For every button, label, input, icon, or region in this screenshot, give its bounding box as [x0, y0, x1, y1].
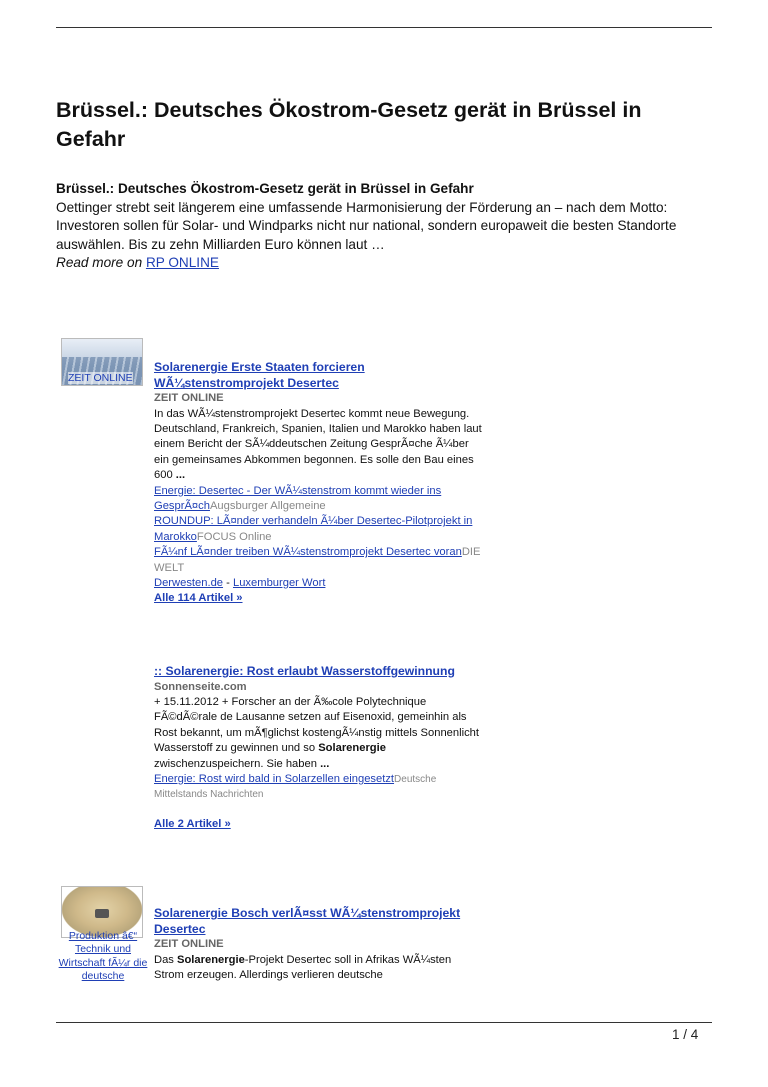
article-subtitle: Brüssel.: Deutsches Ökostrom-Gesetz gerät in Brüssel in Gefahr: [56, 181, 474, 196]
news-item-2: [154, 664, 484, 832]
news-headline-link[interactable]: Solarenergie Erste Staaten forcieren WÃ¼stenstromprojekt Desertec: [154, 360, 365, 390]
related-link-1[interactable]: Energie: Desertec - Der WÃ¼stenstrom kommt wieder ins GesprÃ¤ch: [154, 484, 442, 513]
news-thumbnail-solar-panels[interactable]: [61, 338, 143, 386]
extra-link-luxemburger-wort[interactable]: Luxemburger Wort: [232, 577, 326, 590]
news-source: ZEIT ONLINE: [154, 938, 224, 951]
related-source-3: DIE WELT: [154, 546, 481, 574]
article-text: Oettinger strebt seit längerem eine umfassende Harmonisierung der Förderung an – nach dem Motto: Investoren sollen für Solar- und Windparks nicht nur national, sondern europaweit die besten Standorte auswählen. Bis zu zehn Milliarden Euro können laut …: [56, 199, 677, 252]
news-ellipsis: ...: [175, 469, 186, 482]
news-body: + 15.11.2012 + Forscher an der Ã‰cole Polytechnique FÃ©dÃ©rale de Lausanne setzen auf Eisenoxid, gemeinhin als Rost bekannt, um mÃ¶glichst kostengÃ¼nstig mittels Sonnenlicht Wasserstoff zu gewinnen und so: [154, 696, 480, 755]
news-item-1: [154, 360, 484, 607]
thumbnail-device-icon: [95, 909, 109, 918]
news-body-rest: -Projekt Desertec soll in Afrikas WÃ¼sten Strom erzeugen. Allerdings verlieren deutsche: [154, 953, 452, 981]
news-body: In das WÃ¼stenstromprojekt Desertec kommt neue Bewegung. Deutschland, Frankreich, Spanien, Italien und Marokko haben laut einem Bericht der SÃ¼ddeutschen Zeitung GesprÃ¤che Ã¼ber ein gemeinsames Abkommen begonnen. Es solle den Bau eines 600: [154, 407, 482, 482]
thumbnail-caption-link[interactable]: Produktion â€“ Technik und Wirtschaft fÃ¼r die deutsche: [58, 930, 148, 983]
all-articles-link[interactable]: Alle 2 Artikel »: [154, 817, 231, 830]
news-source: Sonnenseite.com: [154, 680, 247, 693]
news-headline-link[interactable]: :: Solarenergie: Rost erlaubt Wasserstoffgewinnung: [154, 664, 455, 678]
header-rule: [56, 27, 712, 28]
lead-article: [56, 180, 726, 273]
thumbnail-caption: ZEIT ONLINE: [68, 372, 133, 384]
news-item-3: [154, 906, 484, 983]
news-ellipsis: ...: [320, 757, 330, 770]
related-source-2: FOCUS Online: [196, 530, 272, 543]
news-body-start: Das: [154, 953, 174, 966]
related-link-2[interactable]: ROUNDUP: LÃ¤nder verhandeln Ã¼ber Desertec-Pilotprojekt in Marokko: [154, 515, 473, 543]
read-more-source-link[interactable]: RP ONLINE: [145, 255, 219, 271]
all-articles-link[interactable]: Alle 114 Artikel »: [154, 592, 243, 605]
related-source: Deutsche Mittelstands Nachrichten: [154, 774, 437, 801]
link-separator: -: [223, 577, 233, 590]
read-more-line: [56, 254, 726, 273]
read-more-label: Read more on: [56, 255, 143, 271]
related-source-1: Augsburger Allgemeine: [209, 500, 326, 513]
related-link-3[interactable]: FÃ¼nf LÃ¤nder treiben WÃ¼stenstromprojekt Desertec voran: [154, 546, 462, 559]
news-headline-link[interactable]: Solarenergie Bosch verlÃ¤sst WÃ¼stenstromprojekt Desertec: [154, 906, 461, 936]
page-number: 1 / 4: [672, 1027, 699, 1042]
news-source: ZEIT ONLINE: [154, 392, 224, 405]
related-link[interactable]: Energie: Rost wird bald in Solarzellen eingesetzt: [154, 773, 395, 786]
news-body-bold: Solarenergie: [318, 742, 386, 755]
extra-link-derwesten[interactable]: Derwesten.de: [154, 577, 224, 590]
news-body-end: zwischenzuspeichern. Sie haben: [154, 757, 317, 770]
page-title: Brüssel.: Deutsches Ökostrom-Gesetz gerät in Brüssel in Gefahr: [56, 98, 642, 151]
news-body-bold: Solarenergie: [177, 953, 245, 966]
spacer: [154, 803, 484, 817]
footer-rule: [56, 1022, 712, 1023]
